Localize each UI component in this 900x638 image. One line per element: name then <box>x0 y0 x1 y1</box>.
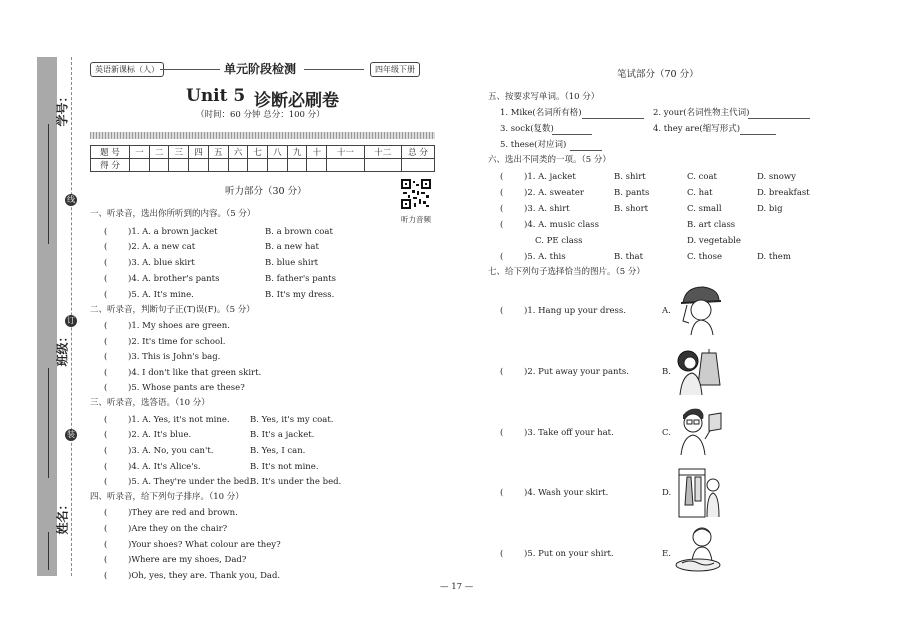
dialogue-line: )Are they on the chair? <box>128 524 228 534</box>
answer-paren[interactable]: ( <box>104 227 108 237</box>
header-title: 单元阶段检测 <box>224 62 297 76</box>
answer-paren[interactable]: ( <box>104 368 108 378</box>
score-cell[interactable] <box>287 159 307 172</box>
score-cell[interactable] <box>130 159 150 172</box>
dialogue-line: )Oh, yes, they are. Thank you, Dad. <box>128 571 281 581</box>
word-task: 3. sock(复数) <box>500 124 554 134</box>
option-a: )5. A. this <box>524 252 566 262</box>
option-d: D. them <box>757 252 791 262</box>
score-cell[interactable] <box>402 159 435 172</box>
question-option-b: B. It's my dress. <box>265 290 335 300</box>
picture-c-boy-shirt <box>675 405 723 457</box>
word-task: 5. these(对应词) <box>500 140 567 150</box>
option-c: C. small <box>687 204 722 214</box>
score-cell[interactable] <box>364 159 401 172</box>
written-section-header: 笔试部分（70 分） <box>617 69 699 80</box>
score-row-label: 得 分 <box>91 159 130 172</box>
decorative-bar <box>90 132 435 139</box>
question-option-a: )1. A. a brown jacket <box>128 227 218 237</box>
picture-letter: A. <box>662 306 671 316</box>
answer-paren[interactable]: ( <box>104 274 108 284</box>
option-b: B. pants <box>614 188 650 198</box>
question-option-b: B. It's not mine. <box>250 462 319 472</box>
answer-blank[interactable] <box>570 150 602 151</box>
question-option-b: B. a brown coat <box>265 227 333 237</box>
score-table-header: 题 号 <box>91 146 130 159</box>
dialogue-line: )Where are my shoes, Dad? <box>128 555 247 565</box>
dialogue-line: )Your shoes? What colour are they? <box>128 540 281 550</box>
score-cell[interactable] <box>248 159 268 172</box>
score-col: 六 <box>228 146 248 159</box>
answer-paren[interactable]: ( <box>104 337 108 347</box>
question-option-a: )5. A. It's mine. <box>128 290 194 300</box>
option-d: D. vegetable <box>687 236 741 246</box>
question-option-a: )2. A. a new cat <box>128 242 196 252</box>
section-5-title: 五、按要求写单词。（10 分） <box>488 92 600 102</box>
listening-section-header: 听力部分（30 分） <box>225 186 307 197</box>
picture-e-girl-washing <box>672 525 724 573</box>
picture-a-boy-hat <box>675 283 725 338</box>
score-col: 三 <box>169 146 189 159</box>
student-id-line <box>48 124 49 244</box>
exam-info: （时间：60 分钟 总分：100 分） <box>196 110 325 120</box>
section-1-title: 一、听录音，选出你所听到的内容。（5 分） <box>90 209 256 219</box>
score-col: 一 <box>130 146 150 159</box>
answer-paren[interactable]: ( <box>500 220 504 230</box>
picture-letter: E. <box>662 549 671 559</box>
header-rule-right <box>304 69 364 70</box>
sentence: )1. Hang up your dress. <box>524 306 626 316</box>
question-option-b: B. Yes, it's my coat. <box>250 415 334 425</box>
answer-paren[interactable]: ( <box>104 462 108 472</box>
word-task: 2. your(名词性物主代词) <box>653 108 750 118</box>
question-option-b: B. blue shirt <box>265 258 319 268</box>
score-table <box>90 145 435 172</box>
score-col: 四 <box>189 146 209 159</box>
section-3-title: 三、听录音，选答语。（10 分） <box>90 398 210 408</box>
section-6-title: 六、选出不同类的一项。（5 分） <box>488 155 611 165</box>
answer-blank[interactable] <box>552 134 592 135</box>
option-b: B. that <box>614 252 644 262</box>
option-a: )4. A. music class <box>524 220 600 230</box>
grade-tag: 四年级下册 <box>370 62 420 77</box>
score-cell[interactable] <box>268 159 288 172</box>
score-cell[interactable] <box>327 159 364 172</box>
answer-paren[interactable]: ( <box>104 242 108 252</box>
question-option-b: B. It's under the bed. <box>250 477 342 487</box>
section-2-title: 二、听录音，判断句子正(T)误(F)。（5 分） <box>90 305 255 315</box>
option-c: C. coat <box>687 172 717 182</box>
picture-letter: D. <box>662 488 672 498</box>
statement: )5. Whose pants are these? <box>128 383 245 393</box>
question-option-a: )3. A. blue skirt <box>128 258 195 268</box>
answer-blank[interactable] <box>582 118 644 119</box>
answer-paren[interactable]: ( <box>500 488 504 498</box>
score-col-total: 总 分 <box>402 146 435 159</box>
question-option-a: )4. A. It's Alice's. <box>128 462 201 472</box>
option-d: D. breakfast <box>757 188 810 198</box>
picture-b-girl-dress <box>672 345 724 397</box>
option-c: C. those <box>687 252 723 262</box>
score-cell[interactable] <box>149 159 169 172</box>
answer-paren[interactable]: ( <box>500 172 504 182</box>
answer-paren[interactable]: ( <box>104 540 108 550</box>
score-col: 五 <box>208 146 228 159</box>
score-col: 二 <box>149 146 169 159</box>
word-task: 4. they are(缩写形式) <box>653 124 741 134</box>
question-option-a: )4. A. brother's pants <box>128 274 220 284</box>
name-line <box>48 532 49 570</box>
sentence: )2. Put away your pants. <box>524 367 629 377</box>
answer-paren[interactable]: ( <box>104 290 108 300</box>
option-d: D. snowy <box>757 172 796 182</box>
option-c: C. PE class <box>535 236 583 246</box>
qr-caption: 听力音频 <box>401 215 431 224</box>
score-cell[interactable] <box>307 159 327 172</box>
score-col: 九 <box>287 146 307 159</box>
name-label: 姓名： <box>55 498 70 535</box>
sentence: )3. Take off your hat. <box>524 428 614 438</box>
word-task: 1. Mike(名词所有格) <box>500 108 582 118</box>
question-option-b: B. father's pants <box>265 274 337 284</box>
question-option-a: )2. A. It's blue. <box>128 430 192 440</box>
answer-paren[interactable]: ( <box>104 430 108 440</box>
textbook-tag: 英语新课标（人） <box>90 62 164 77</box>
option-a: )3. A. shirt <box>524 204 570 214</box>
header-rule-left <box>160 69 220 70</box>
picture-letter: C. <box>662 428 671 438</box>
option-a: )2. A. sweater <box>524 188 584 198</box>
answer-paren[interactable]: ( <box>500 306 504 316</box>
sentence: )4. Wash your skirt. <box>524 488 609 498</box>
answer-paren[interactable]: ( <box>500 204 504 214</box>
statement: )3. This is John's bag. <box>128 352 221 362</box>
binding-mark-bind: 装 <box>67 430 75 439</box>
answer-paren[interactable]: ( <box>500 252 504 262</box>
statement: )2. It's time for school. <box>128 337 226 347</box>
question-option-b: B. a new hat <box>265 242 319 252</box>
class-line <box>48 368 49 478</box>
answer-paren[interactable]: ( <box>500 367 504 377</box>
answer-paren[interactable]: ( <box>104 508 108 518</box>
answer-paren[interactable]: ( <box>104 415 108 425</box>
question-option-b: B. Yes, I can. <box>250 446 306 456</box>
unit-title: Unit 5 <box>186 86 246 106</box>
statement: )4. I don't like that green skirt. <box>128 368 262 378</box>
section-4-title: 四、听录音，给下列句子排序。（10 分） <box>90 492 244 502</box>
answer-paren[interactable]: ( <box>104 383 108 393</box>
qr-code-icon[interactable] <box>401 179 431 209</box>
option-b: B. art class <box>687 220 736 230</box>
score-cell[interactable] <box>208 159 228 172</box>
answer-paren[interactable]: ( <box>104 446 108 456</box>
answer-paren[interactable]: ( <box>104 258 108 268</box>
student-id-label: 学号： <box>55 90 70 127</box>
option-d: D. big <box>757 204 783 214</box>
score-col: 十一 <box>327 146 364 159</box>
answer-paren[interactable]: ( <box>104 352 108 362</box>
picture-letter: B. <box>662 367 671 377</box>
score-col: 十 <box>307 146 327 159</box>
score-col: 七 <box>248 146 268 159</box>
dialogue-line: )They are red and brown. <box>128 508 238 518</box>
option-c: C. hat <box>687 188 713 198</box>
answer-paren[interactable]: ( <box>500 428 504 438</box>
question-option-a: )5. A. They're under the bed. <box>128 477 253 487</box>
paper-title: 诊断必刷卷 <box>254 91 339 111</box>
answer-paren[interactable]: ( <box>104 524 108 534</box>
question-option-a: )1. A. Yes, it's not mine. <box>128 415 230 425</box>
question-option-b: B. It's a jacket. <box>250 430 315 440</box>
score-cell[interactable] <box>189 159 209 172</box>
score-cell[interactable] <box>228 159 248 172</box>
option-a: )1. A. jacket <box>524 172 576 182</box>
answer-paren[interactable]: ( <box>500 188 504 198</box>
score-col: 八 <box>268 146 288 159</box>
sentence: )5. Put on your shirt. <box>524 549 614 559</box>
answer-paren[interactable]: ( <box>104 477 108 487</box>
answer-paren[interactable]: ( <box>104 571 108 581</box>
score-col: 十二 <box>364 146 401 159</box>
picture-d-wardrobe <box>677 465 723 520</box>
answer-paren[interactable]: ( <box>104 321 108 331</box>
option-b: B. short <box>614 204 649 214</box>
score-cell[interactable] <box>169 159 189 172</box>
answer-paren[interactable]: ( <box>104 555 108 565</box>
answer-blank[interactable] <box>740 134 776 135</box>
section-7-title: 七、给下列句子选择恰当的图片。（5 分） <box>488 267 645 277</box>
question-option-a: )3. A. No, you can't. <box>128 446 214 456</box>
page-number: — 17 — <box>440 582 474 592</box>
option-b: B. shirt <box>614 172 646 182</box>
statement: )1. My shoes are green. <box>128 321 230 331</box>
answer-paren[interactable]: ( <box>500 549 504 559</box>
answer-blank[interactable] <box>748 118 810 119</box>
class-label: 班级： <box>55 330 70 367</box>
binding-mark-line: 线 <box>67 195 75 204</box>
binding-mark-staple: 订 <box>67 316 75 325</box>
